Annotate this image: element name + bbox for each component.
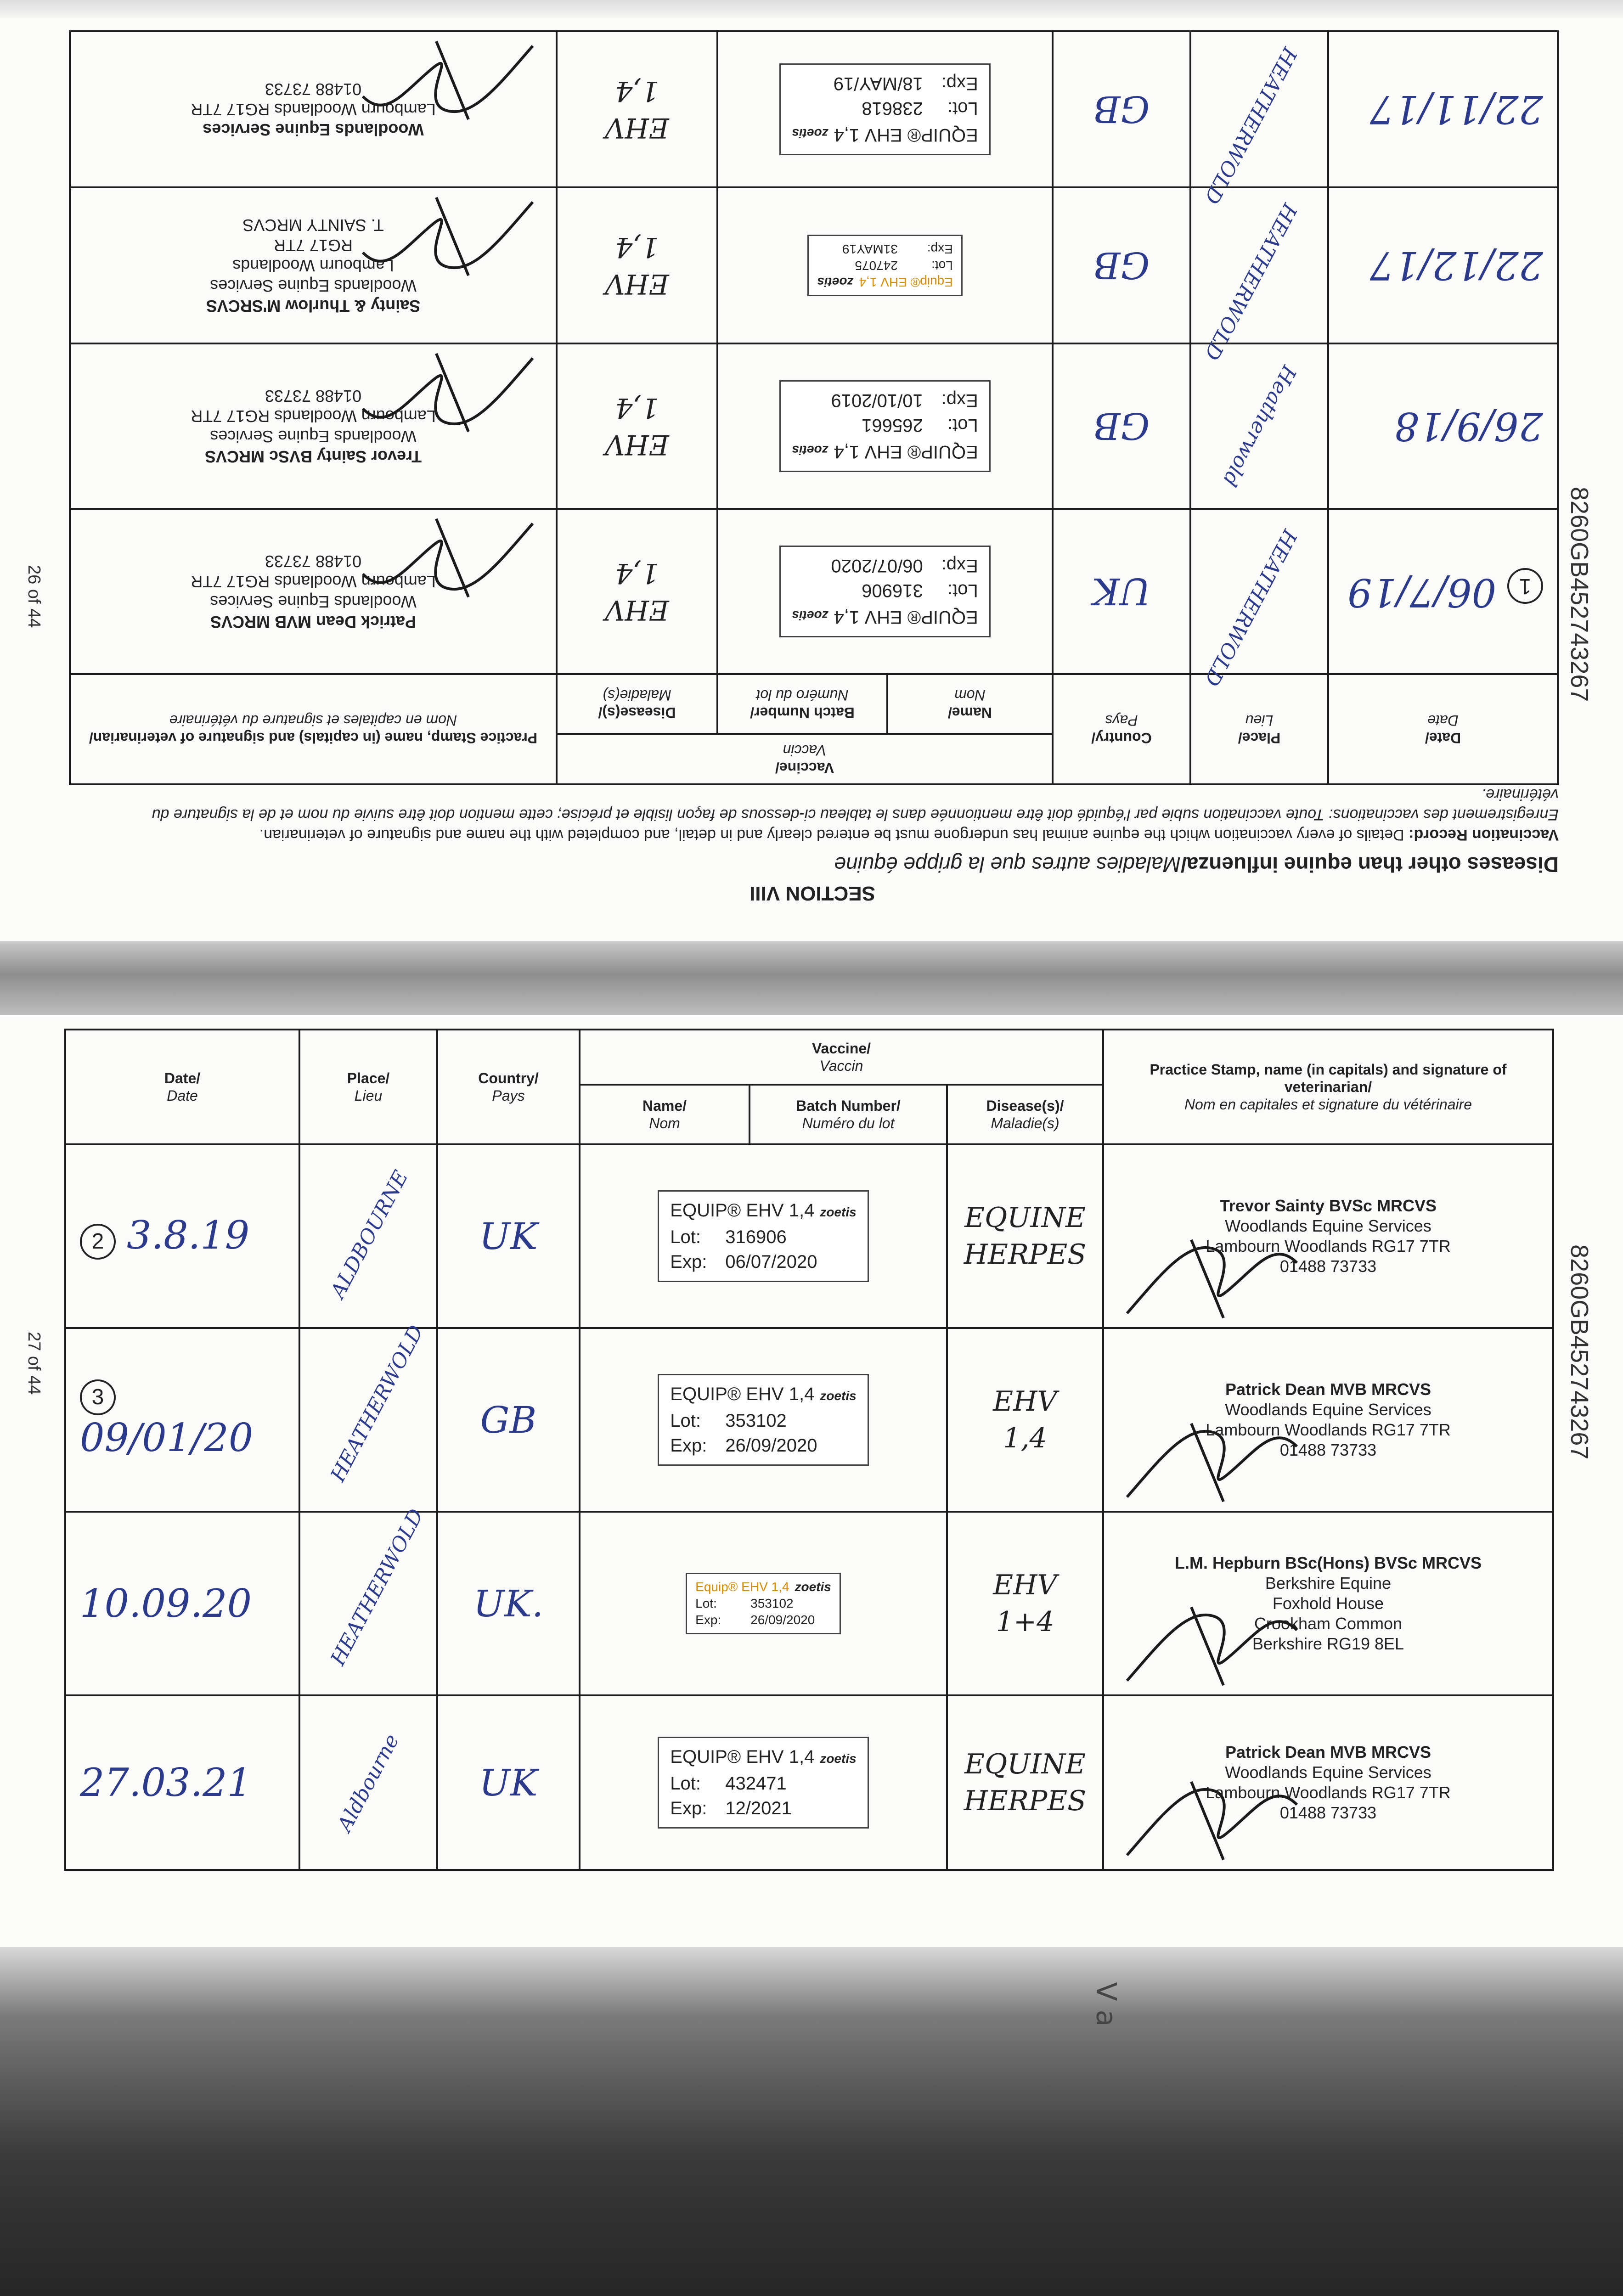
disease-cell bbox=[557, 187, 717, 343]
exp-date: 26/09/2020 bbox=[725, 1435, 817, 1456]
vaccine-sticker bbox=[658, 1190, 868, 1282]
disease-line: EQUINE bbox=[964, 1202, 1086, 1234]
entry-marker: 3 bbox=[80, 1379, 116, 1415]
scan-edge bbox=[0, 0, 1623, 18]
disease-line: EHV bbox=[605, 268, 669, 300]
place-value: ALDBOURNE bbox=[326, 1166, 413, 1302]
signature bbox=[1122, 1589, 1315, 1690]
place-value: Aldbourne bbox=[332, 1730, 404, 1835]
vaccine-label-cell bbox=[717, 31, 1053, 187]
header-date: Date/ Date bbox=[1328, 674, 1558, 784]
place-value: HEATHERWOLD bbox=[1199, 44, 1302, 208]
country-value: GB bbox=[1093, 88, 1150, 131]
place-cell bbox=[1190, 343, 1328, 509]
vaccine-sticker bbox=[658, 1737, 868, 1829]
exp-label: Exp: bbox=[941, 390, 978, 411]
exp-date: 10/10/2019 bbox=[831, 390, 923, 411]
country-cell bbox=[437, 1695, 580, 1870]
vaccine-label-cell bbox=[580, 1328, 947, 1512]
header-date: Date/ Date bbox=[65, 1030, 299, 1144]
page-27 bbox=[0, 1015, 1623, 1947]
disease-line: 1+4 bbox=[996, 1606, 1054, 1638]
exp-date: 12/2021 bbox=[725, 1798, 792, 1818]
vaccine-label-cell bbox=[580, 1512, 947, 1695]
disease-line: HERPES bbox=[964, 1238, 1087, 1271]
stamp-line: Sainty & Thurlow M'SRCVS bbox=[206, 297, 421, 315]
place-value: HEATHERWOLD bbox=[1199, 200, 1302, 364]
place-cell bbox=[1190, 509, 1328, 690]
header-disease: Disease(s)/ Maladie(s) bbox=[947, 1085, 1103, 1144]
disease-cell bbox=[947, 1144, 1103, 1328]
disease-line: EHV bbox=[605, 594, 669, 626]
header-country: Country/ Pays bbox=[1053, 674, 1190, 784]
disease-line: EHV bbox=[605, 112, 669, 144]
table-row bbox=[65, 1695, 1553, 1870]
vaccine-exp-line bbox=[817, 241, 953, 257]
place-cell bbox=[299, 1144, 437, 1328]
page-26 bbox=[0, 18, 1623, 941]
vaccine-maker: zoetis bbox=[792, 126, 828, 141]
place-cell bbox=[299, 1695, 437, 1870]
stamp-line: Lambourn Woodlands RG17 7TR bbox=[191, 407, 436, 426]
table-row bbox=[70, 31, 1558, 187]
disease-line: 1,4 bbox=[1003, 1422, 1047, 1454]
country-value: GB bbox=[1093, 244, 1150, 287]
lot-number: 247075 bbox=[855, 259, 898, 273]
stamp-line: Lambourn Woodlands bbox=[232, 256, 394, 275]
stamp-line: Lambourn Woodlands RG17 7TR bbox=[191, 572, 436, 591]
lot-label: Lot: bbox=[931, 259, 953, 273]
table-row bbox=[65, 1328, 1553, 1512]
vaccine-lot-line bbox=[792, 413, 978, 438]
vaccine-exp-line bbox=[792, 71, 978, 96]
vaccine-label-cell bbox=[580, 1695, 947, 1870]
lot-number: 353102 bbox=[750, 1596, 794, 1610]
vaccine-name-line bbox=[792, 121, 978, 147]
vaccination-table-bottom bbox=[64, 1029, 1554, 1871]
header-stamp: Practice Stamp, name (in capitals) and signature of veterinarian/ Nom en capitales et signature du vétérinaire bbox=[1103, 1030, 1553, 1144]
stamp-line: Woodlands Equine Services bbox=[203, 120, 424, 139]
vaccine-exp-line bbox=[792, 388, 978, 413]
practice-stamp-cell bbox=[1103, 1512, 1553, 1695]
stamp-line: Lambourn Woodlands RG17 7TR bbox=[1206, 1237, 1451, 1255]
vaccine-label-cell bbox=[717, 509, 1053, 674]
exp-label: Exp: bbox=[670, 1435, 707, 1456]
exp-date: 26/09/2020 bbox=[750, 1613, 815, 1627]
page-gutter bbox=[0, 941, 1623, 1015]
section-title: SECTION VIII bbox=[750, 882, 875, 905]
stamp-line: Berkshire Equine bbox=[1265, 1574, 1392, 1593]
stamp-line: Woodlands Equine Services bbox=[1225, 1400, 1431, 1419]
page-label-bottom: 27 of 44 bbox=[24, 1332, 44, 1395]
stamp-line: RG17 7TR bbox=[273, 236, 353, 255]
practice-stamp-cell bbox=[70, 31, 557, 187]
country-cell bbox=[437, 1512, 580, 1695]
exp-label: Exp: bbox=[941, 556, 978, 576]
vaccine-exp-line bbox=[670, 1433, 856, 1458]
header-batch: Batch Number/ Numéro du lot bbox=[717, 674, 887, 734]
disease-line: EQUINE bbox=[964, 1748, 1086, 1780]
vaccine-name: EQUIP® EHV 1,4 bbox=[670, 1747, 815, 1767]
country-cell bbox=[1053, 343, 1190, 509]
lot-label: Lot: bbox=[670, 1773, 701, 1794]
stamp-line: 01488 73733 bbox=[265, 80, 362, 99]
vaccine-maker: zoetis bbox=[817, 275, 854, 289]
signature bbox=[344, 514, 537, 615]
date-cell bbox=[65, 1328, 299, 1512]
stamp-line: 01488 73733 bbox=[1279, 1803, 1377, 1822]
vaccine-sticker bbox=[686, 1573, 841, 1634]
date-cell bbox=[1328, 509, 1558, 674]
signature bbox=[1122, 1221, 1315, 1322]
record-fr: Enregistrement des vaccinations: Toute vaccination subie par l'équidé doit être mentionnée dans le tableau ci-dessous de façon lisible et précise; cette mention doit être suivie du nom et de la signature du vétérinaire. bbox=[152, 786, 1559, 823]
signature bbox=[344, 193, 537, 294]
vaccine-name: Equip® EHV 1,4 bbox=[695, 1580, 789, 1594]
header-name: Name/ Nom bbox=[580, 1085, 750, 1144]
disease-cell bbox=[947, 1512, 1103, 1695]
country-value: GB bbox=[480, 1398, 537, 1441]
signature bbox=[1122, 1405, 1315, 1506]
lot-label: Lot: bbox=[670, 1227, 701, 1247]
country-value: UK bbox=[479, 1761, 538, 1804]
signature bbox=[1122, 1763, 1315, 1864]
stamp-line: 01488 73733 bbox=[1279, 1257, 1377, 1276]
vaccine-exp-line bbox=[670, 1249, 856, 1274]
stamp-line: Lambourn Woodlands RG17 7TR bbox=[1206, 1783, 1451, 1802]
signature bbox=[344, 37, 537, 138]
vaccine-maker: zoetis bbox=[820, 1205, 857, 1219]
edge-text: V a bbox=[1090, 1982, 1122, 2027]
disease-line: 1,4 bbox=[615, 557, 659, 589]
section-heading bbox=[66, 852, 1559, 877]
vaccine-exp-line bbox=[792, 553, 978, 578]
disease-line: HERPES bbox=[964, 1785, 1087, 1817]
vaccine-name-line bbox=[670, 1745, 856, 1771]
table-row bbox=[70, 187, 1558, 343]
vaccine-sticker bbox=[779, 380, 990, 472]
stamp-line: Crookham Common bbox=[1254, 1614, 1403, 1633]
disease-line: 1,4 bbox=[615, 75, 659, 107]
vaccination-record-text bbox=[89, 784, 1559, 845]
stamp-line: 01488 73733 bbox=[1279, 1441, 1377, 1459]
vaccine-sticker bbox=[779, 63, 990, 155]
place-value: Heatherwold bbox=[1217, 361, 1301, 491]
exp-label: Exp: bbox=[695, 1613, 721, 1627]
country-value: UK. bbox=[473, 1582, 544, 1625]
stamp-line: Woodlands Equine Services bbox=[210, 276, 417, 295]
vaccine-lot-line bbox=[695, 1595, 831, 1612]
table-body-top bbox=[70, 31, 1558, 690]
vaccine-name: EQUIP® EHV 1,4 bbox=[834, 607, 978, 627]
vaccine-maker: zoetis bbox=[795, 1580, 831, 1594]
page-label-top: 26 of 44 bbox=[24, 565, 44, 628]
exp-date: 31MAY19 bbox=[842, 242, 898, 256]
vaccine-lot-line bbox=[670, 1225, 856, 1249]
date-value: 10.09.20 bbox=[80, 1581, 252, 1626]
stamp-line: Trevor Sainty BVSc MRCVS bbox=[204, 447, 422, 466]
table-row bbox=[65, 1144, 1553, 1328]
header-vaccine: Vaccine/ Vaccin bbox=[580, 1030, 1103, 1085]
exp-label: Exp: bbox=[670, 1252, 707, 1272]
exp-date: 18/MAY/19 bbox=[833, 73, 923, 94]
table-row bbox=[70, 509, 1558, 674]
vaccine-name-line bbox=[695, 1579, 831, 1595]
table-row bbox=[70, 343, 1558, 509]
exp-label: Exp: bbox=[670, 1798, 707, 1818]
stamp-line: Trevor Sainty BVSc MRCVS bbox=[1219, 1196, 1437, 1215]
document-code-top: 8260GB452743267 bbox=[1566, 487, 1593, 702]
practice-stamp-cell bbox=[1103, 1144, 1553, 1328]
heading-en: Diseases other than equine influenza/ bbox=[1180, 853, 1559, 877]
date-value: 27.03.21 bbox=[80, 1760, 252, 1805]
vaccine-maker: zoetis bbox=[820, 1751, 857, 1766]
date-cell bbox=[1328, 187, 1558, 343]
country-value: UK bbox=[479, 1215, 538, 1258]
country-value: UK bbox=[1092, 570, 1151, 613]
date-cell bbox=[65, 1144, 299, 1328]
disease-line: EHV bbox=[993, 1385, 1057, 1418]
vaccine-label-cell bbox=[717, 343, 1053, 509]
vaccine-maker: zoetis bbox=[792, 443, 828, 457]
date-cell bbox=[1328, 31, 1558, 187]
practice-stamp-cell bbox=[1103, 1328, 1553, 1512]
country-cell bbox=[1053, 187, 1190, 343]
stamp-line: 01488 73733 bbox=[265, 387, 362, 405]
place-value: HEATHERWOLD bbox=[1199, 526, 1302, 690]
header-name: Name/ Nom bbox=[887, 674, 1053, 734]
disease-line: 1,4 bbox=[615, 392, 659, 424]
disease-cell bbox=[557, 31, 717, 187]
header-vaccine: Vaccine/ Vaccin bbox=[557, 734, 1053, 784]
vaccine-label-cell bbox=[580, 1144, 947, 1328]
date-cell bbox=[65, 1512, 299, 1695]
lot-number: 353102 bbox=[725, 1411, 787, 1431]
vaccine-name-line bbox=[670, 1382, 856, 1408]
lot-label: Lot: bbox=[670, 1411, 701, 1431]
disease-line: EHV bbox=[605, 428, 669, 461]
stamp-line: Patrick Dean MVB MRCVS bbox=[210, 613, 417, 631]
disease-cell bbox=[947, 1328, 1103, 1512]
table-header-row bbox=[65, 1030, 1553, 1085]
signature bbox=[344, 349, 537, 450]
header-disease: Disease(s)/ Maladie(s) bbox=[557, 674, 717, 734]
date-value: 06/7/19 bbox=[1347, 570, 1496, 615]
vaccine-name-line bbox=[670, 1198, 856, 1225]
place-cell bbox=[299, 1505, 437, 1695]
date-value: 26/9/18 bbox=[1394, 404, 1543, 449]
place-cell bbox=[299, 1321, 437, 1512]
upside-down-content bbox=[0, 18, 1623, 941]
vaccine-sticker bbox=[807, 235, 963, 296]
lot-label: Lot: bbox=[947, 98, 978, 118]
practice-stamp-cell bbox=[70, 343, 557, 509]
vaccine-sticker bbox=[658, 1374, 868, 1466]
lot-number: 265661 bbox=[862, 415, 923, 435]
stamp-line: Lambourn Woodlands RG17 7TR bbox=[1206, 1420, 1451, 1439]
header-place: Place/ Lieu bbox=[1190, 674, 1328, 784]
stamp-line: Lambourn Woodlands RG17 7TR bbox=[191, 100, 436, 119]
lot-number: 432471 bbox=[725, 1773, 787, 1794]
stamp-line: Patrick Dean MVB MRCVS bbox=[1225, 1380, 1431, 1399]
vaccine-lot-line bbox=[670, 1408, 856, 1433]
lot-label: Lot: bbox=[947, 415, 978, 435]
country-cell bbox=[437, 1144, 580, 1328]
stamp-line: Foxhold House bbox=[1272, 1594, 1384, 1613]
disease-cell bbox=[557, 509, 717, 674]
entry-marker: 2 bbox=[80, 1224, 116, 1260]
date-value: 09/01/20 bbox=[80, 1415, 254, 1460]
vaccine-lot-line bbox=[817, 257, 953, 274]
lot-label: Lot: bbox=[695, 1596, 717, 1610]
vaccine-label-cell bbox=[717, 187, 1053, 343]
practice-stamp-cell bbox=[70, 509, 557, 674]
vaccine-lot-line bbox=[792, 578, 978, 603]
lot-label: Lot: bbox=[947, 580, 978, 601]
date-cell bbox=[65, 1695, 299, 1870]
vaccine-maker: zoetis bbox=[820, 1389, 857, 1403]
place-value: HEATHERWOLD bbox=[326, 1505, 428, 1669]
stamp-line: 01488 73733 bbox=[265, 552, 362, 571]
header-batch: Batch Number/ Numéro du lot bbox=[750, 1085, 947, 1144]
vaccine-maker: zoetis bbox=[792, 608, 828, 623]
country-cell bbox=[437, 1328, 580, 1512]
vaccine-name: EQUIP® EHV 1,4 bbox=[834, 442, 978, 462]
vaccine-name-line bbox=[792, 603, 978, 630]
vaccine-lot-line bbox=[792, 96, 978, 121]
vaccine-name-line bbox=[792, 438, 978, 464]
document-code-bottom: 8260GB452743267 bbox=[1566, 1244, 1593, 1460]
date-value: 3.8.19 bbox=[127, 1213, 250, 1258]
vaccine-name: EQUIP® EHV 1,4 bbox=[834, 125, 978, 145]
table-header-row bbox=[70, 734, 1558, 784]
record-bold: Vaccination Record: bbox=[1409, 826, 1559, 844]
stamp-line: T. SAINTY MRCVS bbox=[242, 216, 384, 235]
vaccine-exp-line bbox=[670, 1796, 856, 1821]
vaccine-name-line bbox=[817, 274, 953, 290]
table-body-bottom bbox=[65, 1144, 1553, 1870]
country-value: GB bbox=[1093, 405, 1150, 448]
stamp-line: Woodlands Equine Services bbox=[210, 592, 417, 611]
stamp-line: L.M. Hepburn BSc(Hons) BVSc MRCVS bbox=[1174, 1553, 1482, 1572]
stamp-line: Woodlands Equine Services bbox=[1225, 1216, 1431, 1235]
lot-number: 238618 bbox=[862, 98, 923, 118]
country-cell bbox=[1053, 31, 1190, 187]
vaccine-sticker bbox=[779, 546, 990, 637]
vaccine-lot-line bbox=[670, 1771, 856, 1796]
header-place: Place/ Lieu bbox=[299, 1030, 437, 1144]
practice-stamp-cell bbox=[1103, 1695, 1553, 1870]
vaccination-table-top bbox=[69, 30, 1559, 785]
exp-label: Exp: bbox=[927, 242, 953, 256]
lot-number: 316906 bbox=[725, 1227, 787, 1247]
date-cell bbox=[1328, 343, 1558, 509]
lot-number: 316906 bbox=[862, 580, 923, 601]
disease-line: EHV bbox=[993, 1569, 1057, 1601]
disease-line: 1,4 bbox=[615, 231, 659, 263]
entry-marker: 1 bbox=[1507, 568, 1543, 604]
date-value: 22/12/17 bbox=[1369, 243, 1543, 288]
header-country: Country/ Pays bbox=[437, 1030, 580, 1144]
stamp-line: Berkshire RG19 8EL bbox=[1252, 1634, 1404, 1653]
disease-cell bbox=[557, 343, 717, 509]
country-cell bbox=[1053, 509, 1190, 674]
table-row bbox=[65, 1512, 1553, 1695]
place-value: HEATHERWOLD bbox=[326, 1321, 428, 1486]
stamp-line: Patrick Dean MVB MRCVS bbox=[1225, 1743, 1431, 1761]
header-stamp: Practice Stamp, name (in capitals) and signature of veterinarian/ Nom en capitales et signature du vétérinaire bbox=[70, 674, 557, 784]
place-cell bbox=[1190, 31, 1328, 208]
record-en: Details of every vaccination which the equine animal has undergone must be entered clearly and in detail, and completed with the name and signature of veterinarian. bbox=[259, 826, 1409, 844]
practice-stamp-cell bbox=[70, 187, 557, 343]
place-cell bbox=[1190, 187, 1328, 364]
vaccine-name: Equip® EHV 1,4 bbox=[859, 275, 953, 289]
stamp-line: Woodlands Equine Services bbox=[1225, 1763, 1431, 1782]
stamp-line: Woodlands Equine Services bbox=[210, 427, 417, 446]
exp-label: Exp: bbox=[941, 73, 978, 94]
exp-date: 06/07/2020 bbox=[725, 1252, 817, 1272]
vaccine-name: EQUIP® EHV 1,4 bbox=[670, 1384, 815, 1404]
vaccine-exp-line bbox=[695, 1612, 831, 1628]
heading-fr: Maladies autres que la grippe équine bbox=[834, 853, 1181, 877]
vaccine-name: EQUIP® EHV 1,4 bbox=[670, 1200, 815, 1221]
disease-cell bbox=[947, 1695, 1103, 1870]
exp-date: 06/07/2020 bbox=[831, 556, 923, 576]
scanner-background bbox=[0, 1947, 1623, 2296]
date-value: 22/11/17 bbox=[1369, 87, 1543, 132]
